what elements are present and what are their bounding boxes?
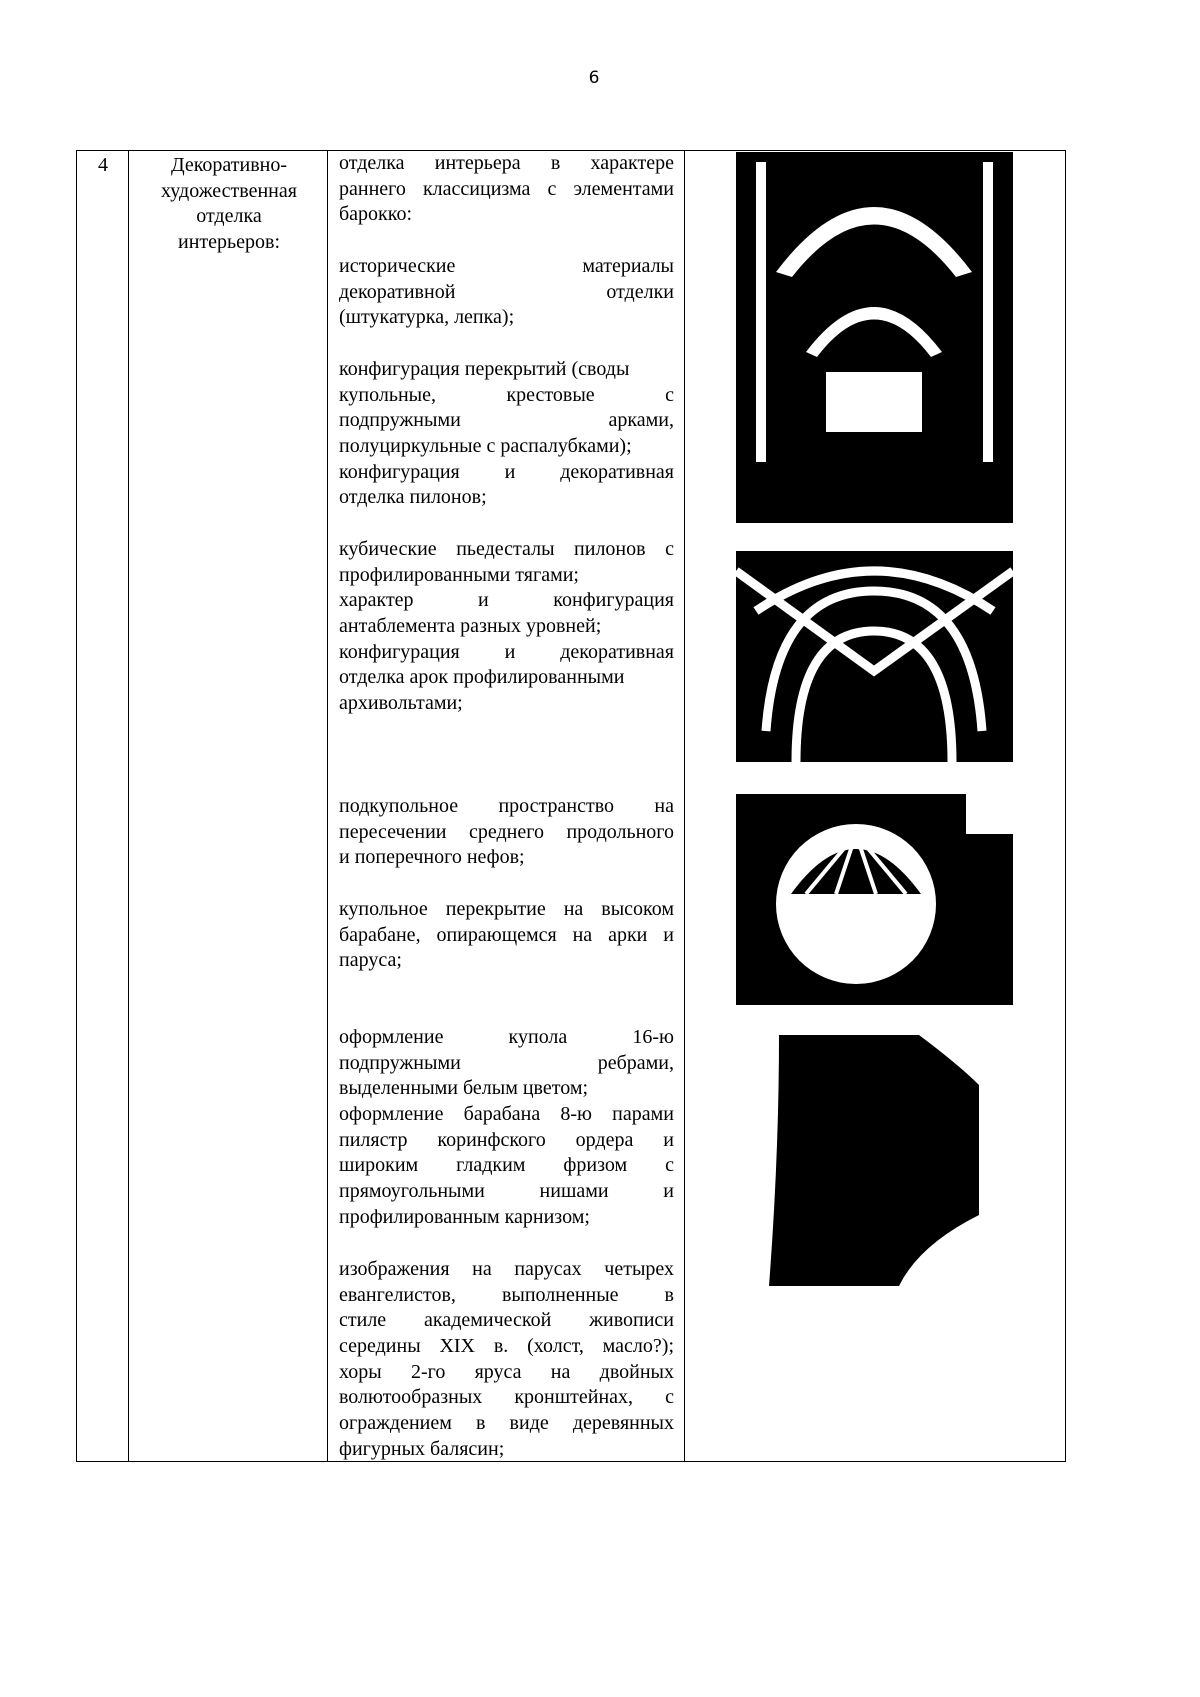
monument-table (76, 150, 1066, 1462)
text-line: хоры 2-го яруса на двойных (339, 1360, 674, 1383)
text-line: прямоугольными нишами и (339, 1180, 674, 1203)
text-line: конфигурация и декоративная (339, 640, 674, 663)
interior-photo-drum (769, 1035, 979, 1286)
text-line: пересечении среднего продольного (339, 820, 674, 843)
text-line: профилированными тягами; (339, 563, 579, 586)
text-line: барокко: (339, 203, 413, 226)
text-line: подпружными ребрами, (339, 1051, 674, 1074)
description-paragraph (339, 1025, 674, 1231)
interior-photo-dome (736, 794, 1013, 1005)
text-line: выделенными белым цветом; (339, 1077, 589, 1100)
text-line: кубические пьедесталы пилонов с (339, 538, 674, 560)
text-line: конфигурация перекрытий (своды (339, 358, 630, 380)
text-line: оформление купола 16-ю (339, 1026, 674, 1048)
row-number: 4 (98, 154, 108, 176)
description-paragraph (339, 537, 674, 717)
text-line: конфигурация и декоративная (339, 460, 674, 483)
title-line: художественная (161, 179, 297, 202)
text-line: профилированным карнизом; (339, 1205, 590, 1228)
text-line: середины XIX в. (холст, масло?); (339, 1335, 674, 1358)
row-title (129, 153, 329, 256)
title-line: отделка (196, 205, 262, 228)
text-line: евангелистов, выполненные в (339, 1283, 674, 1306)
text-line: декоративной отделки (339, 280, 674, 303)
description-paragraph (339, 1257, 674, 1463)
text-line: отделка интерьера в характере (339, 152, 674, 174)
interior-photo-altar (736, 152, 1013, 523)
page-number: 6 (588, 68, 600, 88)
text-line: пилястр коринфского ордера и (339, 1128, 674, 1151)
text-line: барабане, опирающемся на арки и (339, 923, 674, 946)
text-line: подпружными арками, (339, 409, 674, 432)
description-paragraph (339, 794, 674, 871)
title-line: интерьеров: (177, 231, 281, 254)
description-paragraph (339, 897, 674, 974)
description-paragraph (339, 357, 674, 511)
text-line: волютообразных кронштейнах, с (339, 1386, 674, 1409)
text-line: ограждением в виде деревянных (339, 1412, 674, 1435)
column-divider (327, 151, 328, 1461)
text-line: (штукатурка, лепка); (339, 306, 515, 329)
column-divider (684, 151, 685, 1461)
text-line: купольное перекрытие на высоком (339, 898, 674, 920)
text-line: характер и конфигурация (339, 589, 674, 612)
text-line: исторические материалы (339, 255, 674, 277)
text-line: отделка пилонов; (339, 486, 487, 509)
text-line: полуциркульные с распалубками); (339, 435, 632, 458)
text-line: отделка арок профилированными (339, 666, 625, 689)
description-paragraph (339, 151, 674, 228)
text-line: антаблемента разных уровней; (339, 615, 602, 638)
description-paragraph (339, 254, 674, 331)
text-line: паруса; (339, 949, 402, 972)
interior-photo-vaults (736, 551, 1013, 762)
text-line: фигурных балясин; (339, 1437, 505, 1460)
text-line: широким гладким фризом с (339, 1154, 674, 1177)
text-line: оформление барабана 8-ю парами (339, 1103, 674, 1126)
text-line: стиле академической живописи (339, 1309, 674, 1332)
column-divider (128, 151, 129, 1461)
text-line: подкупольное пространство на (339, 795, 674, 817)
text-line: изображения на парусах четырех (339, 1258, 674, 1280)
text-line: купольные, крестовые с (339, 383, 674, 406)
text-line: и поперечного нефов; (339, 846, 525, 869)
text-line: архивольтами; (339, 692, 463, 715)
title-line: Декоративно- (170, 154, 288, 176)
text-line: раннего классицизма с элементами (339, 177, 674, 200)
